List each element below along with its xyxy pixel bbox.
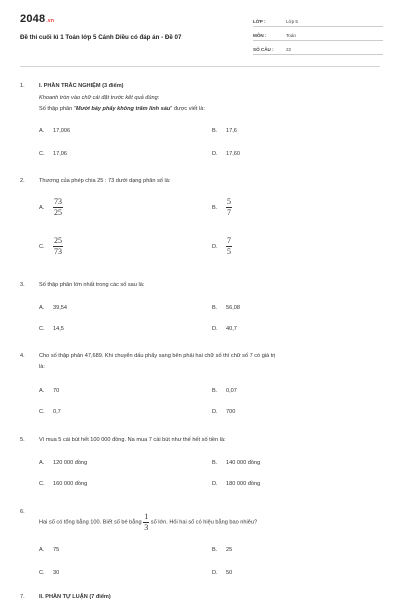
answer-option[interactable] xyxy=(39,237,63,256)
question-text: Thương của phép chia 25 : 73 dưới dạng phân số là: xyxy=(39,178,171,184)
option-label: C. xyxy=(39,481,45,487)
option-label: A. xyxy=(39,128,45,134)
answer-option[interactable] xyxy=(39,409,61,415)
option-label: B. xyxy=(212,388,218,394)
question-text-part: Hai số có tổng bằng 100. Biết số bé bằng xyxy=(39,519,142,526)
question-text-continued: là: xyxy=(39,364,45,370)
question-text: Cho số thập phân 47,689. Khi chuyển dấu phẩy sang bên phải hai chữ số thì chữ số 7 có giá trị xyxy=(39,353,276,359)
fraction-numerator: 73 xyxy=(54,197,62,206)
option-label: D. xyxy=(212,151,218,157)
option-value: 70 xyxy=(53,388,60,394)
option-label: A. xyxy=(39,547,45,553)
option-label: C. xyxy=(39,243,45,250)
option-value: 120 000 đồng xyxy=(53,460,88,466)
fraction-denominator: 7 xyxy=(227,208,231,217)
site-logo[interactable] xyxy=(20,13,54,25)
section-heading: II. PHẦN TỰ LUẬN (7 điểm) xyxy=(39,594,111,600)
section-heading: I. PHẦN TRẮC NGHIỆM (3 điểm) xyxy=(39,83,124,89)
option-value: 75 xyxy=(53,547,60,553)
option-value: 17,6 xyxy=(226,128,237,134)
option-label: C. xyxy=(39,409,45,415)
question-text-part: Số thập phân " xyxy=(39,106,76,112)
question-text: Vì mua 5 cái bút hết 100 000 đồng. Na mua 7 cái bút như thế hết số tiền là: xyxy=(39,437,226,443)
option-label: D. xyxy=(212,326,218,332)
fraction-numerator: 1 xyxy=(144,512,149,521)
question-text-part: số lớn. Hỏi hai số có hiệu bằng bao nhiêu? xyxy=(150,519,258,526)
answer-option[interactable] xyxy=(39,198,63,217)
fraction-numerator: 7 xyxy=(227,236,231,245)
question-text xyxy=(39,106,205,112)
answer-option[interactable] xyxy=(212,326,237,332)
answer-option[interactable] xyxy=(39,547,59,553)
question-number: 5. xyxy=(20,437,25,443)
document-title: Đề thi cuối kì 1 Toán lớp 5 Cánh Diều có đáp án - Đề 07 xyxy=(20,34,182,41)
option-label: C. xyxy=(39,326,45,332)
fraction-denominator: 73 xyxy=(54,247,62,256)
meta-value: Toán xyxy=(286,33,296,38)
answer-option[interactable] xyxy=(212,305,240,311)
option-value: 700 xyxy=(226,409,236,415)
option-value: 160 000 đồng xyxy=(53,481,88,487)
answer-option[interactable] xyxy=(39,128,70,134)
option-label: A. xyxy=(39,305,45,311)
question-number: 1. xyxy=(20,83,25,89)
fraction xyxy=(226,237,232,256)
answer-option[interactable] xyxy=(212,237,232,256)
answer-option[interactable] xyxy=(212,570,232,576)
question-number: 2. xyxy=(20,178,25,184)
fraction xyxy=(53,237,63,256)
divider xyxy=(20,66,380,67)
option-label: D. xyxy=(212,243,218,250)
answer-option[interactable] xyxy=(39,481,87,487)
question-text: Số thập phân lớn nhất trong các số sau là: xyxy=(39,282,145,288)
question-text-part: " được viết là: xyxy=(170,106,205,112)
option-value: 140 000 đồng xyxy=(226,460,261,466)
option-value: 14,5 xyxy=(53,326,64,332)
answer-option[interactable] xyxy=(212,388,237,394)
question-number: 4. xyxy=(20,353,25,359)
question-text xyxy=(39,513,257,532)
answer-option[interactable] xyxy=(39,305,67,311)
option-value: 50 xyxy=(226,570,233,576)
answer-option[interactable] xyxy=(212,409,235,415)
meta-class xyxy=(253,17,383,27)
fraction-denominator: 25 xyxy=(54,208,62,217)
answer-option[interactable] xyxy=(212,547,232,553)
answer-option[interactable] xyxy=(39,388,59,394)
answer-option[interactable] xyxy=(212,151,240,157)
fraction xyxy=(143,513,149,532)
answer-option[interactable] xyxy=(212,460,260,466)
option-value: 180 000 đồng xyxy=(226,481,261,487)
question-number: 3. xyxy=(20,282,25,288)
option-value: 17,006 xyxy=(53,128,71,134)
fraction xyxy=(53,198,63,217)
meta-question-count xyxy=(253,45,383,55)
option-value: 0,7 xyxy=(53,409,61,415)
option-label: C. xyxy=(39,151,45,157)
option-value: 30 xyxy=(53,570,60,576)
fraction xyxy=(226,198,232,217)
answer-option[interactable] xyxy=(39,460,87,466)
option-label: A. xyxy=(39,204,45,211)
option-label: A. xyxy=(39,460,45,466)
option-label: B. xyxy=(212,128,218,134)
fraction-numerator: 25 xyxy=(54,236,62,245)
question-number: 7. xyxy=(20,594,25,600)
answer-option[interactable] xyxy=(212,198,232,217)
question-number: 6. xyxy=(20,509,25,515)
meta-value: Lớp 5 xyxy=(286,19,298,24)
option-value: 56,08 xyxy=(226,305,240,311)
logo-main: 2048 xyxy=(20,13,46,25)
meta-key: MÔN : xyxy=(253,33,267,38)
option-value: 39,54 xyxy=(53,305,67,311)
option-value: 25 xyxy=(226,547,233,553)
logo-suffix: .vn xyxy=(46,18,55,24)
fraction-numerator: 5 xyxy=(227,197,231,206)
option-value: 17,06 xyxy=(53,151,67,157)
answer-option[interactable] xyxy=(212,128,237,134)
meta-value: 22 xyxy=(286,47,292,52)
option-value: 0,07 xyxy=(226,388,237,394)
answer-option[interactable] xyxy=(212,481,260,487)
answer-option[interactable] xyxy=(39,326,64,332)
meta-key: LỚP : xyxy=(253,19,266,24)
option-label: D. xyxy=(212,409,218,415)
option-value: 40,7 xyxy=(226,326,237,332)
option-label: B. xyxy=(212,305,218,311)
meta-subject xyxy=(253,31,383,41)
option-label: A. xyxy=(39,388,45,394)
answer-option[interactable] xyxy=(39,570,59,576)
option-value: 17,60 xyxy=(226,151,240,157)
fraction-denominator: 3 xyxy=(144,523,149,532)
option-label: B. xyxy=(212,547,218,553)
option-label: D. xyxy=(212,570,218,576)
instruction-text: Khoanh tròn vào chữ cái đặt trước kết quả đúng: xyxy=(39,95,160,101)
answer-option[interactable] xyxy=(39,151,67,157)
question-text-emphasis: Mười bảy phẩy không trăm linh sáu xyxy=(75,106,171,112)
option-label: D. xyxy=(212,481,218,487)
option-label: B. xyxy=(212,460,218,466)
meta-key: SỐ CÂU : xyxy=(253,47,274,52)
fraction-denominator: 5 xyxy=(227,247,231,256)
option-label: C. xyxy=(39,570,45,576)
option-label: B. xyxy=(212,204,218,211)
